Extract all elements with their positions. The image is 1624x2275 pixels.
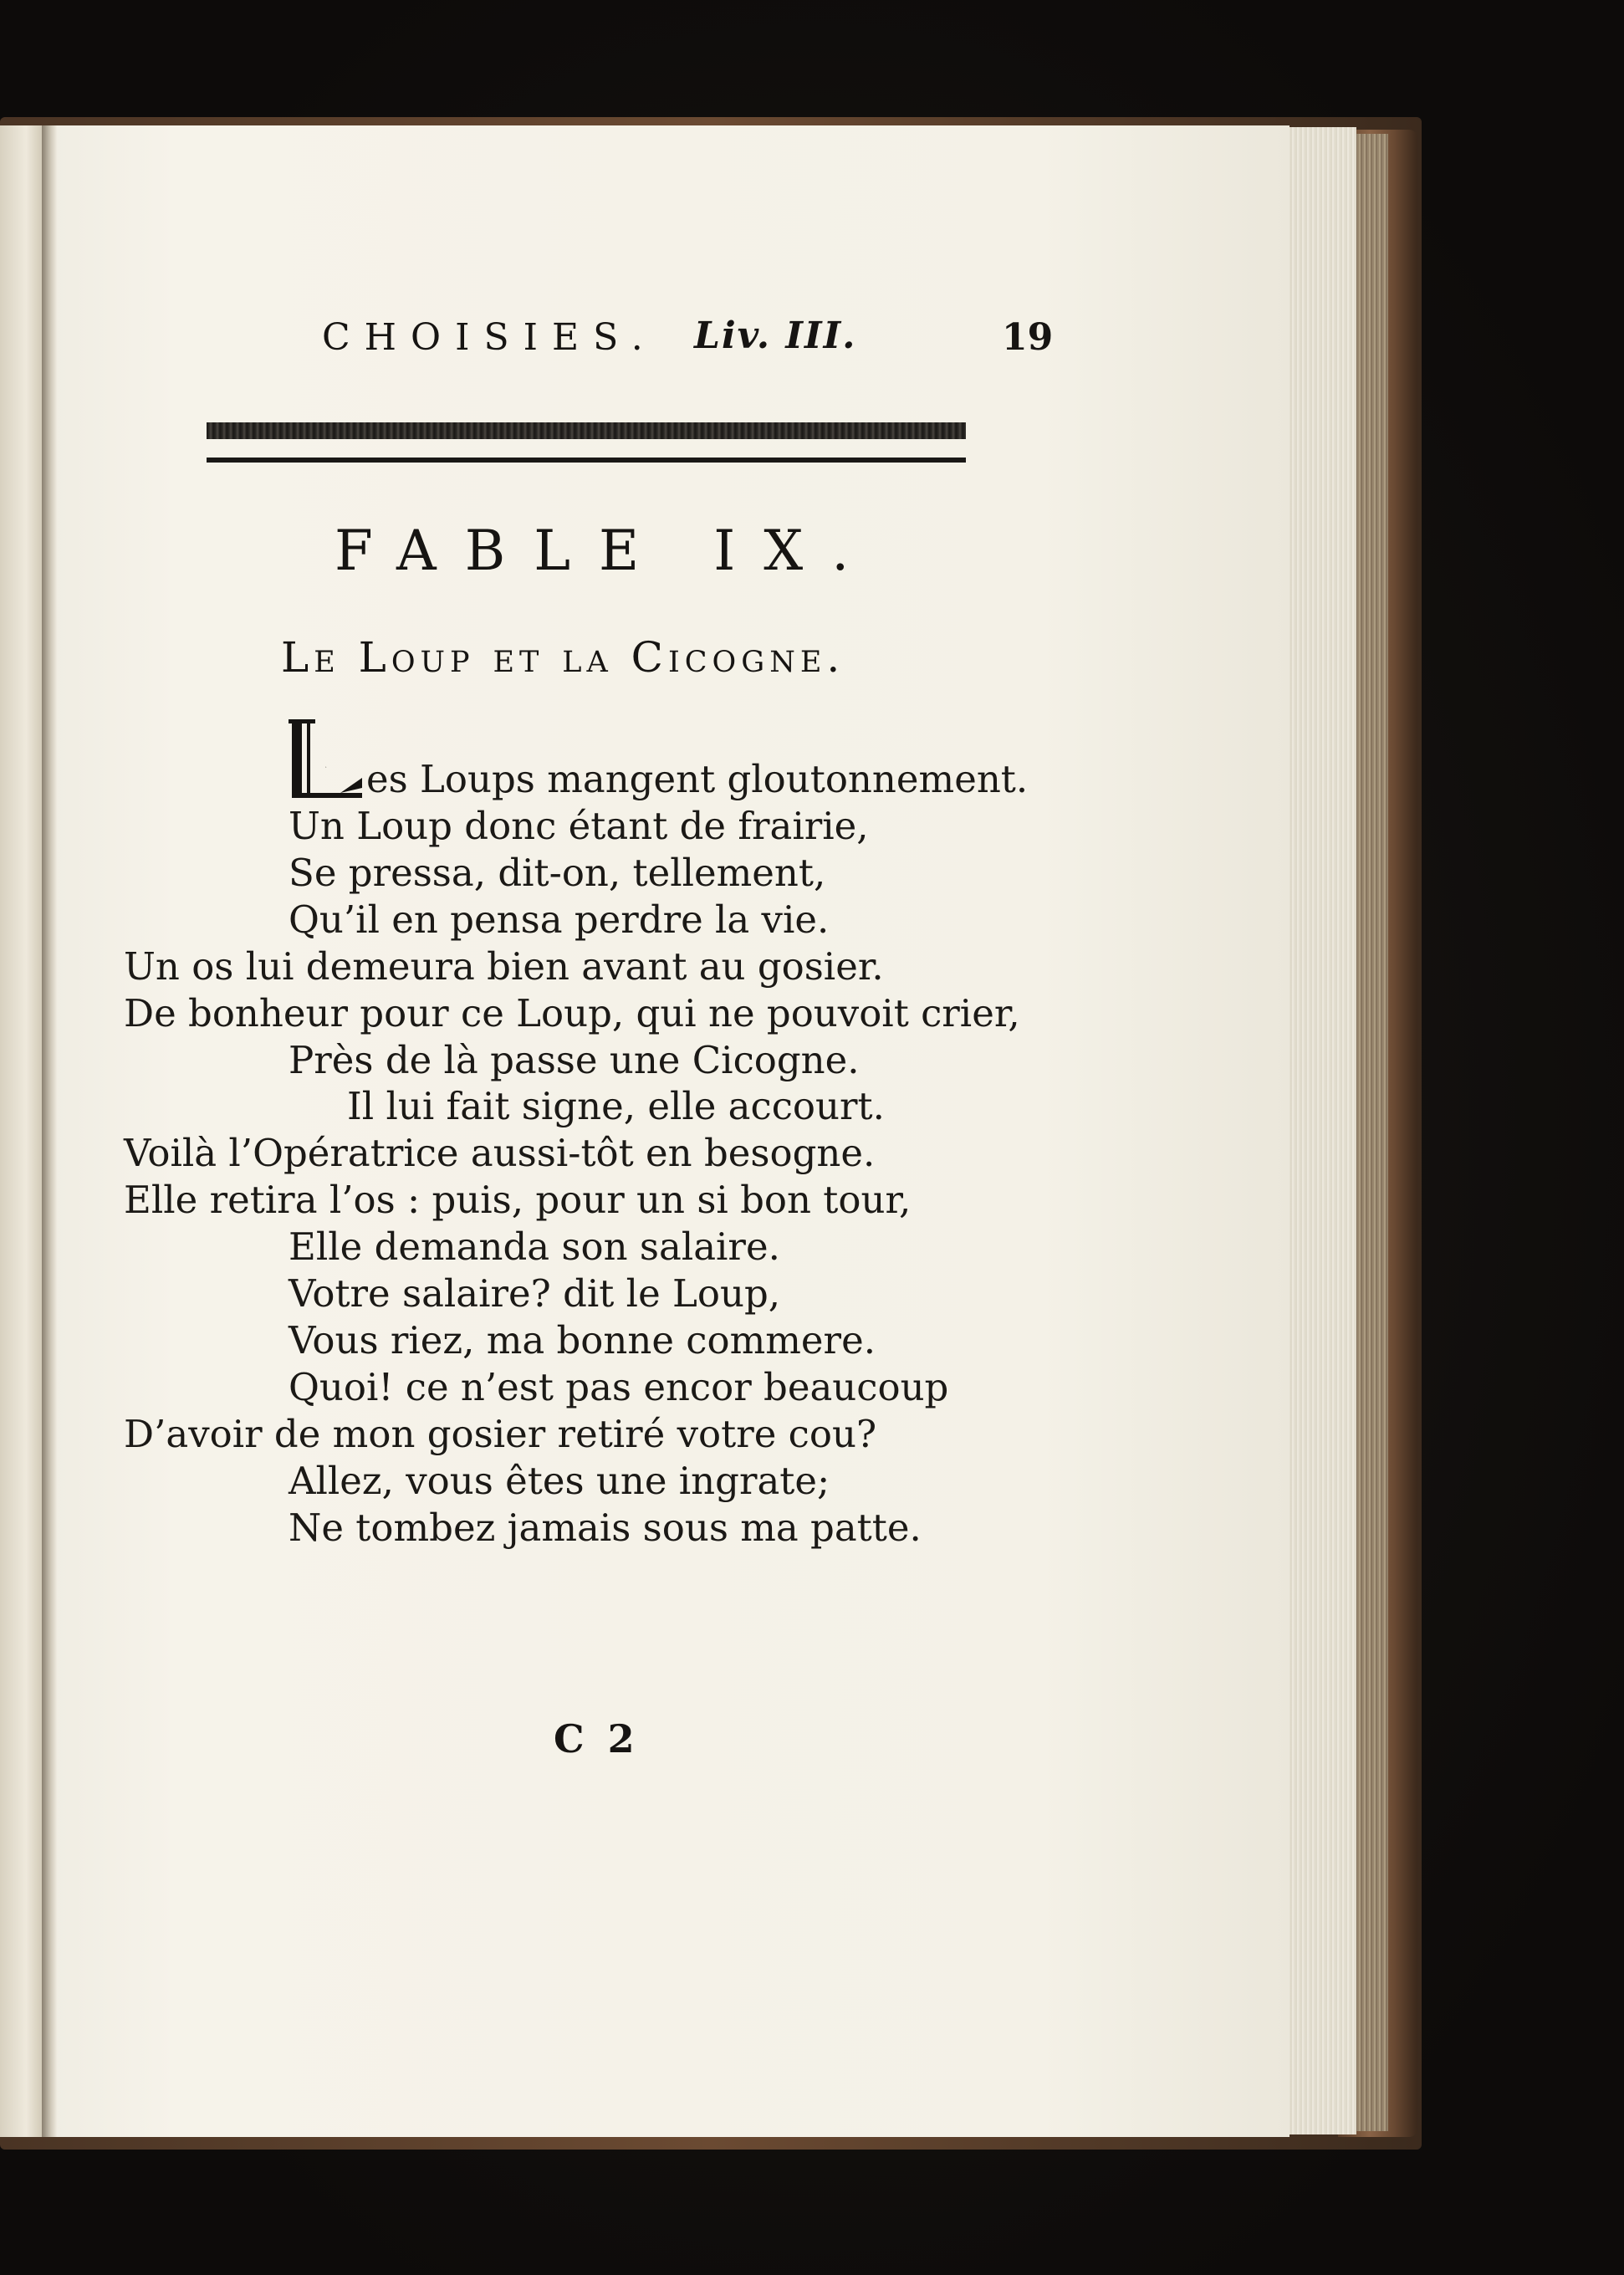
verse-line: Elle demanda son salaire. <box>289 1224 780 1269</box>
page-edges <box>1288 127 1356 2134</box>
verse-line: Un Loup donc étant de frairie, <box>289 804 869 848</box>
verse-line: De bonheur pour ce Loup, qui ne pouvoit crier, <box>124 991 1020 1035</box>
verse-line: Un os lui demeura bien avant au gosier. <box>124 944 884 989</box>
verse-line: Allez, vous êtes une ingrate; <box>289 1459 830 1503</box>
thin-rule <box>207 458 966 463</box>
verse-line: Vous riez, ma bonne commere. <box>289 1318 876 1362</box>
signature-mark: C 2 <box>554 1716 640 1761</box>
verse-line: Près de là passe une Cicogne. <box>289 1038 860 1082</box>
fable-title: FABLE IX. <box>335 519 878 583</box>
left-page-sliver <box>0 125 43 2137</box>
verse-line: Voilà l’Opératrice aussi-tôt en besogne. <box>124 1131 876 1175</box>
running-header-book: Liv. III. <box>694 314 857 357</box>
running-header-title: CHOISIES. <box>322 316 657 359</box>
verse-line: D’avoir de mon gosier retiré votre cou? <box>124 1412 877 1456</box>
page-number: 19 <box>1002 316 1054 359</box>
drop-cap-letter: L <box>325 767 327 769</box>
fable-subtitle: Le Loup et la Cicogne. <box>281 633 845 682</box>
page-gutter <box>42 125 57 2137</box>
ornamental-rule <box>207 422 966 439</box>
verse-line: Elle retira l’os : puis, pour un si bon tour, <box>124 1178 912 1222</box>
verse-line: Votre salaire? dit le Loup, <box>289 1271 781 1316</box>
verse-line: Il lui fait signe, elle accourt. <box>347 1084 885 1128</box>
verse-line: Se pressa, dit-on, tellement, <box>289 851 826 895</box>
drop-cap <box>289 718 362 801</box>
verse-line: es Loups mangent gloutonnement. <box>366 757 1029 801</box>
verse-line: Ne tombez jamais sous ma patte. <box>289 1506 922 1550</box>
verse-line: Quoi! ce n’est pas encor beaucoup <box>289 1365 949 1409</box>
verse-line: Qu’il en pensa perdre la vie. <box>289 897 830 942</box>
